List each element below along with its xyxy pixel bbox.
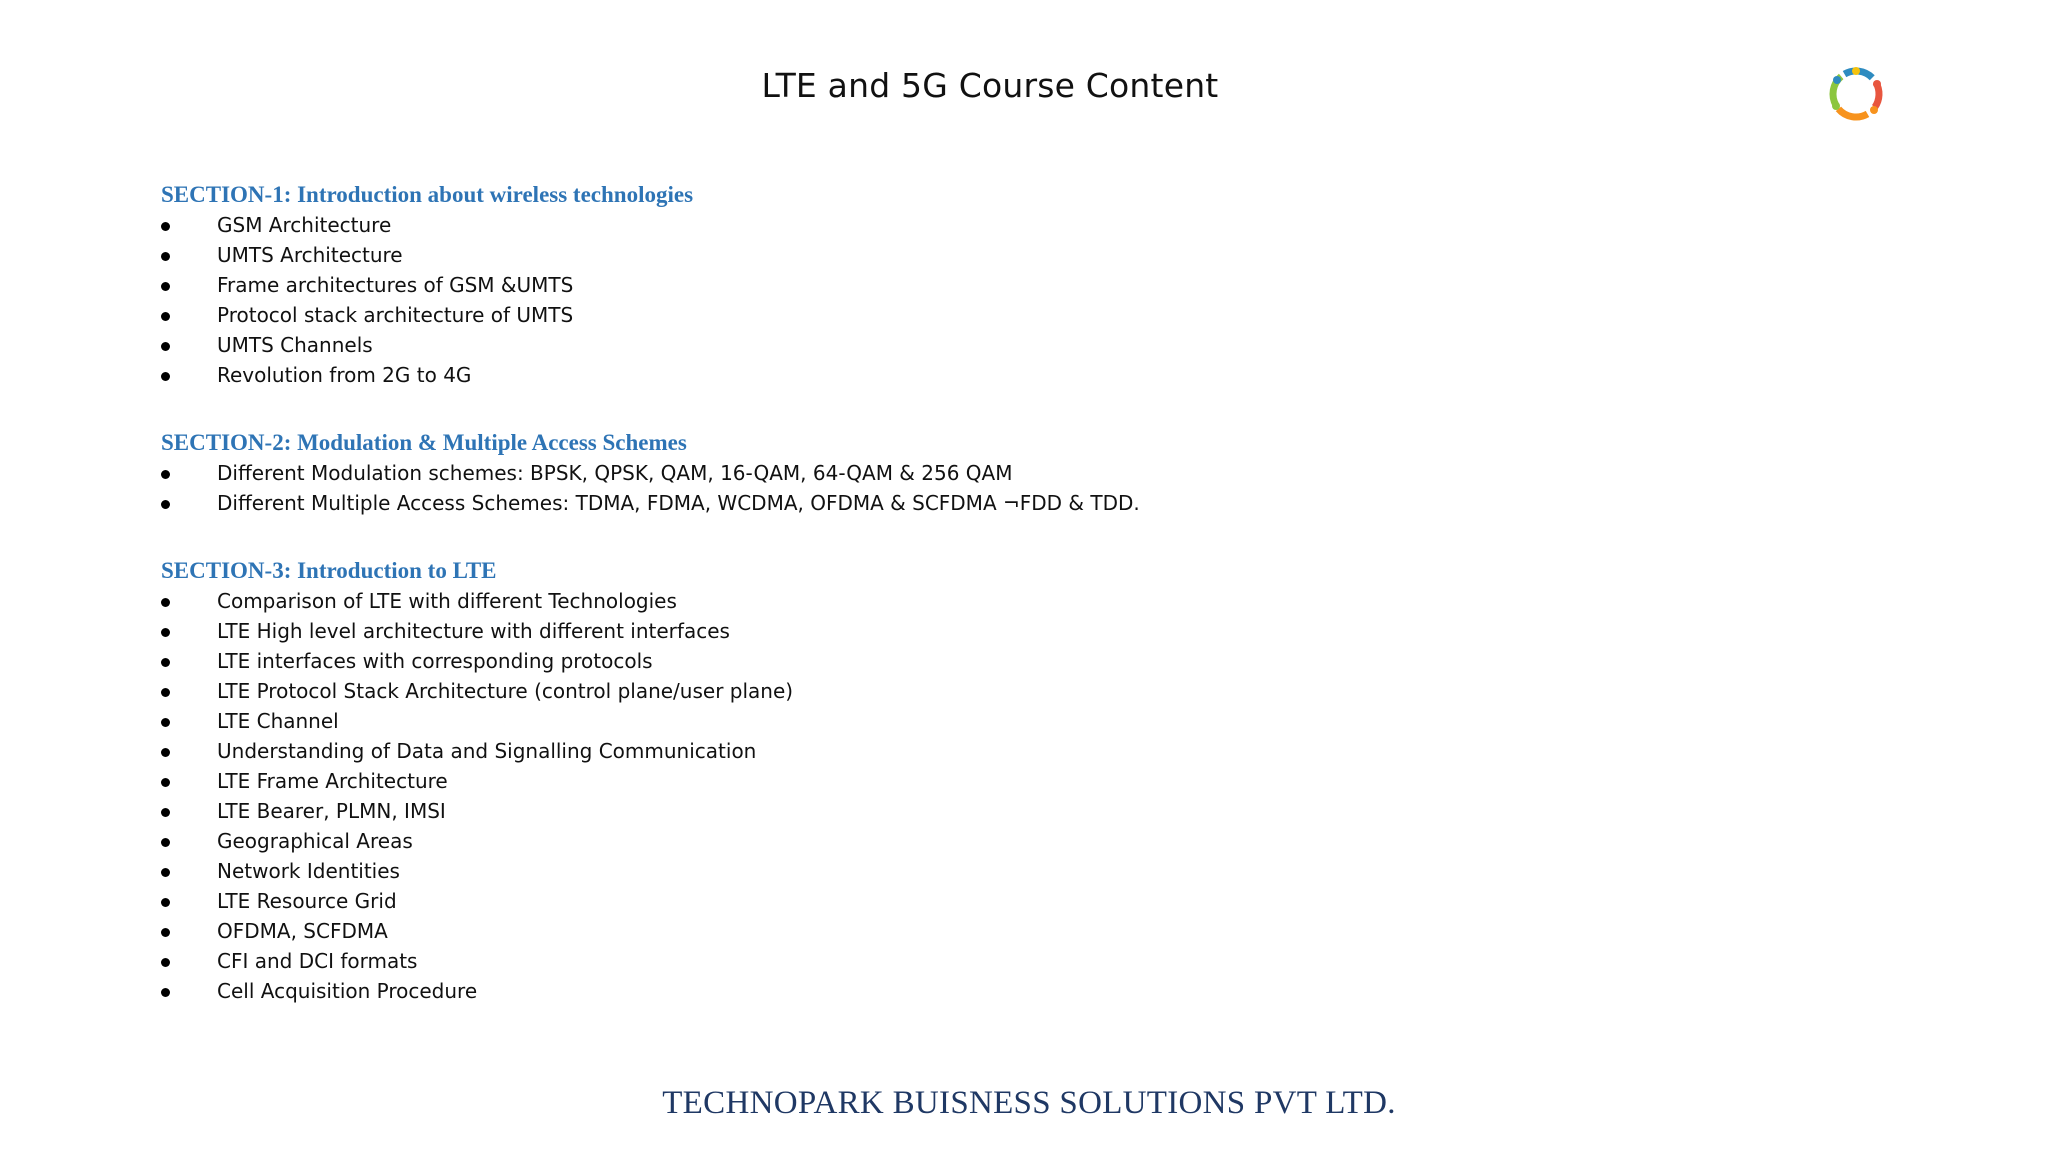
list-item: CFI and DCI formats — [161, 946, 1861, 976]
list-item: OFDMA, SCFDMA — [161, 916, 1861, 946]
list-item: LTE Resource Grid — [161, 886, 1861, 916]
bullet-icon — [161, 372, 170, 381]
bullet-icon — [161, 342, 170, 351]
list-item: Different Multiple Access Schemes: TDMA, FDMA, WCDMA, OFDMA & SCFDMA ¬FDD & TDD. — [161, 488, 1861, 518]
section-1 — [161, 180, 1861, 390]
bullet-icon — [161, 718, 170, 727]
bullet-icon — [161, 748, 170, 757]
bullet-icon — [161, 222, 170, 231]
bullet-icon — [161, 988, 170, 997]
list-item: Revolution from 2G to 4G — [161, 360, 1861, 390]
list-item: Network Identities — [161, 856, 1861, 886]
list-item: LTE Bearer, PLMN, IMSI — [161, 796, 1861, 826]
list-item: UMTS Channels — [161, 330, 1861, 360]
list-item: Geographical Areas — [161, 826, 1861, 856]
list-item: LTE interfaces with corresponding protocols — [161, 646, 1861, 676]
bullet-icon — [161, 868, 170, 877]
list-item: LTE High level architecture with different interfaces — [161, 616, 1861, 646]
list-item: LTE Frame Architecture — [161, 766, 1861, 796]
list-item: Comparison of LTE with different Technologies — [161, 586, 1861, 616]
circular-ring-logo-icon — [1824, 62, 1888, 126]
list-item: Different Modulation schemes: BPSK, QPSK, QAM, 16-QAM, 64-QAM & 256 QAM — [161, 458, 1861, 488]
section-item-list — [161, 586, 1861, 1006]
bullet-icon — [161, 808, 170, 817]
bullet-icon — [161, 252, 170, 261]
section-item-list — [161, 210, 1861, 390]
section-item-list — [161, 458, 1861, 518]
list-item: LTE Channel — [161, 706, 1861, 736]
bullet-icon — [161, 628, 170, 637]
bullet-icon — [161, 598, 170, 607]
section-heading: SECTION-2: Modulation & Multiple Access Schemes — [161, 430, 687, 455]
list-item: Protocol stack architecture of UMTS — [161, 300, 1861, 330]
section-2 — [161, 428, 1861, 518]
bullet-icon — [161, 958, 170, 967]
bullet-icon — [161, 838, 170, 847]
list-item: Cell Acquisition Procedure — [161, 976, 1861, 1006]
bullet-icon — [161, 898, 170, 907]
list-item: Frame architectures of GSM &UMTS — [161, 270, 1861, 300]
bullet-icon — [161, 282, 170, 291]
list-item: LTE Protocol Stack Architecture (control plane/user plane) — [161, 676, 1861, 706]
page-title: LTE and 5G Course Content — [761, 66, 1219, 105]
bullet-icon — [161, 500, 170, 509]
list-item: GSM Architecture — [161, 210, 1861, 240]
bullet-icon — [161, 470, 170, 479]
footer-company-name: TECHNOPARK BUISNESS SOLUTIONS PVT LTD. — [662, 1085, 1396, 1121]
section-3 — [161, 556, 1861, 1006]
list-item: UMTS Architecture — [161, 240, 1861, 270]
section-heading: SECTION-1: Introduction about wireless technologies — [161, 182, 694, 207]
course-content — [161, 180, 1861, 1006]
bullet-icon — [161, 688, 170, 697]
list-item: Understanding of Data and Signalling Communication — [161, 736, 1861, 766]
bullet-icon — [161, 312, 170, 321]
bullet-icon — [161, 658, 170, 667]
bullet-icon — [161, 928, 170, 937]
section-heading: SECTION-3: Introduction to LTE — [161, 558, 497, 583]
bullet-icon — [161, 778, 170, 787]
